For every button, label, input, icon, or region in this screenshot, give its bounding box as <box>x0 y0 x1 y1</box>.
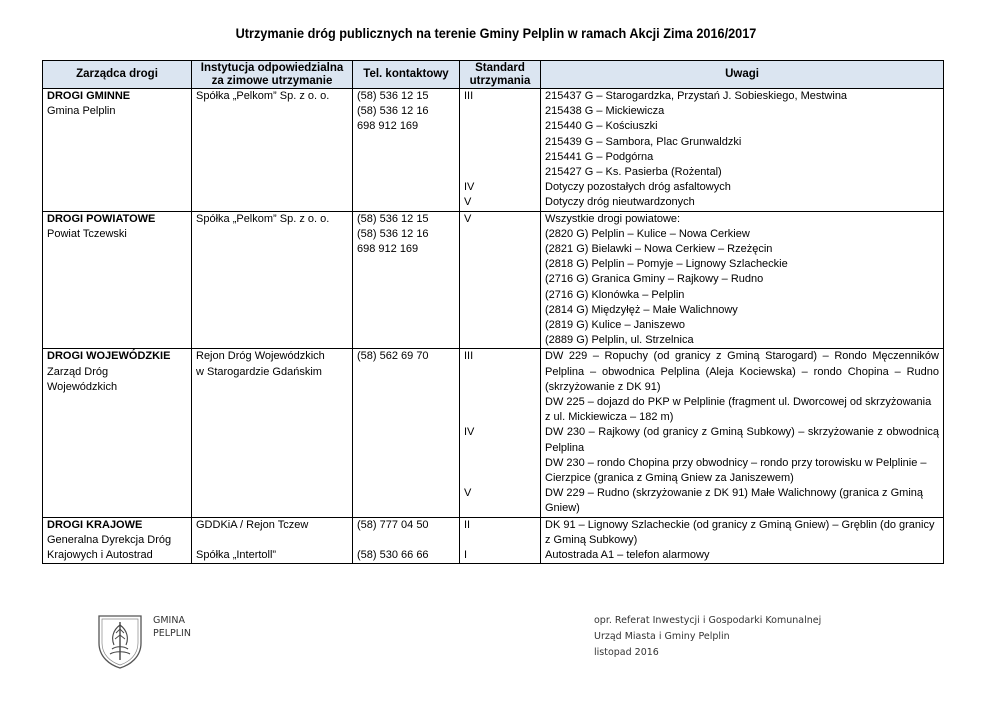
notes-cell <box>541 349 944 517</box>
notes-cell <box>541 517 944 564</box>
phone-cell <box>353 89 460 212</box>
standard-cell <box>460 211 541 349</box>
footer-author-block <box>594 613 821 661</box>
institution-text: w Starogardzie Gdańskim <box>196 365 322 378</box>
standard-cell <box>460 349 541 517</box>
manager-title: DROGI GMINNE <box>47 90 131 102</box>
note-line: (2716 G) Granica Gminy – Rajkowy – Rudno <box>545 273 764 286</box>
header-instytucja-line1: Instytucja odpowiedzialna <box>200 61 344 74</box>
coat-of-arms-icon <box>94 613 146 669</box>
phone-number: (58) 530 66 66 <box>357 549 429 562</box>
institution-text: Spółka „Pelkom” Sp. z o. o. <box>196 90 330 102</box>
phone-number: 698 912 169 <box>357 120 419 133</box>
notes-cell <box>541 211 944 349</box>
table-header-row <box>43 61 944 89</box>
table-row <box>43 349 944 517</box>
manager-cell <box>43 89 192 212</box>
note-line: Autostrada A1 – telefon alarmowy <box>545 549 710 562</box>
manager-cell <box>43 349 192 517</box>
phone-cell <box>353 349 460 517</box>
note-line: (2716 G) Klonówka – Pelplin <box>545 288 685 301</box>
standard-value: IV <box>464 181 475 194</box>
note-line: DW 229 – Rudno (skrzyżowanie z DK 91) Małe Walichnowy (granica z Gminą Gniew) <box>545 487 924 515</box>
note-line: 215441 G – Podgórna <box>545 150 654 163</box>
standard-value: V <box>464 196 472 209</box>
manager-line: Gmina Pelplin <box>47 105 116 118</box>
note-line: 215437 G – Starogardzka, Przystań J. Sobieskiego, Mestwina <box>545 90 848 102</box>
note-line: (2821 G) Bielawki – Nowa Cerkiew – Rzeżęcin <box>545 243 773 256</box>
phone-number: (58) 536 12 16 <box>357 227 429 240</box>
note-line: 215440 G – Kościuszki <box>545 120 658 133</box>
institution-text: GDDKiA / Rejon Tczew <box>196 518 309 531</box>
header-instytucja-line2: za zimowe utrzymanie <box>211 74 333 87</box>
standard-cell <box>460 517 541 564</box>
note-line: (2818 G) Pelplin – Pomyje – Lignowy Szlacheckie <box>545 258 788 271</box>
manager-line: Generalna Dyrekcja Dróg <box>47 533 172 546</box>
table-row <box>43 211 944 349</box>
institution-cell <box>192 349 353 517</box>
header-standard-line1: Standard <box>475 61 525 74</box>
note-line: 215427 G – Ks. Pasierba (Rożental) <box>545 166 722 179</box>
standard-value: II <box>464 518 471 531</box>
phone-number: (58) 536 12 15 <box>357 212 429 225</box>
standard-value: V <box>464 212 472 225</box>
note-line: (2819 G) Kulice – Janiszewo <box>545 319 686 332</box>
note-line: DW 230 – rondo Chopina przy obwodnicy – rondo przy torowisku w Pelplinie – Cierzpice (granica z Gminą Gniew za Janiszewem) <box>545 456 927 485</box>
institution-cell <box>192 517 353 564</box>
crest-label <box>153 614 191 640</box>
manager-title: DROGI KRAJOWE <box>47 518 143 531</box>
table-row <box>43 517 944 564</box>
header-tel: Tel. kontaktowy <box>353 61 460 89</box>
notes-cell <box>541 89 944 212</box>
note-line: 215439 G – Sambora, Plac Grunwaldzki <box>545 135 742 148</box>
note-line: DW 230 – Rajkowy (od granicy z Gminą Subkowy) – skrzyżowanie z obwodnicą Pelplina <box>545 426 939 454</box>
note-line: (2820 G) Pelplin – Kulice – Nowa Cerkiew <box>545 227 750 240</box>
note-line: Wszystkie drogi powiatowe: <box>545 212 681 225</box>
phone-number: (58) 536 12 15 <box>357 90 429 102</box>
phone-number: (58) 536 12 16 <box>357 105 429 118</box>
note-line: (2889 G) Pelplin, ul. Strzelnica <box>545 334 694 347</box>
institution-cell <box>192 211 353 349</box>
note-line: DW 229 – Ropuchy (od granicy z Gminą Starogard) – Rondo Męczenników Pelplina – obwodnica Pelplina (Aleja Kociewska) – rondo Chopina – Rudno (skrzyżowanie z DK 91) <box>545 350 939 393</box>
institution-text: Rejon Dróg Wojewódzkich <box>196 350 325 363</box>
note-line: DK 91 – Lignowy Szlacheckie (od granicy z Gminą Gniew) – Gręblin (do granicy z Gminą Subkowy) <box>545 518 935 546</box>
manager-line: Powiat Tczewski <box>47 227 127 240</box>
manager-line: Krajowych i Autostrad <box>47 549 153 562</box>
footer-line: Urząd Miasta i Gminy Pelplin <box>594 631 730 642</box>
roads-table <box>42 60 944 564</box>
phone-number: 698 912 169 <box>357 243 419 256</box>
phone-cell <box>353 211 460 349</box>
standard-value: I <box>464 549 468 562</box>
standard-value: V <box>464 487 472 500</box>
institution-text: Spółka „Intertoll” <box>196 549 277 562</box>
footer-line: opr. Referat Inwestycji i Gospodarki Komunalnej <box>594 615 822 626</box>
crest-label-line1: GMINA <box>153 615 185 626</box>
header-uwagi: Uwagi <box>541 61 944 89</box>
note-line: 215438 G – Mickiewicza <box>545 105 665 118</box>
manager-line: Zarząd Dróg <box>47 365 109 378</box>
institution-cell <box>192 89 353 212</box>
manager-line: Wojewódzkich <box>47 380 118 393</box>
header-standard <box>460 61 541 89</box>
footer-line: listopad 2016 <box>594 647 659 658</box>
page-title: Utrzymanie dróg publicznych na terenie Gminy Pelplin w ramach Akcji Zima 2016/2017 <box>235 26 757 41</box>
table-row <box>43 89 944 212</box>
header-instytucja <box>192 61 353 89</box>
standard-value: IV <box>464 426 475 439</box>
note-line: (2814 G) Międzyłęż – Małe Walichnowy <box>545 303 738 316</box>
manager-title: DROGI WOJEWÓDZKIE <box>47 350 171 363</box>
manager-cell <box>43 517 192 564</box>
institution-text: Spółka „Pelkom” Sp. z o. o. <box>196 212 330 225</box>
header-standard-line2: utrzymania <box>469 74 531 87</box>
standard-value: III <box>464 350 474 363</box>
phone-number: (58) 777 04 50 <box>357 518 429 531</box>
standard-value: III <box>464 90 474 102</box>
manager-title: DROGI POWIATOWE <box>47 212 156 225</box>
note-line: DW 225 – dojazd do PKP w Pelplinie (fragment ul. Dworcowej od skrzyżowania z ul. Mickiewicza – 182 m) <box>545 396 932 424</box>
crest-label-line2: PELPLIN <box>153 628 191 639</box>
phone-cell <box>353 517 460 564</box>
standard-cell <box>460 89 541 212</box>
note-line: Dotyczy pozostałych dróg asfaltowych <box>545 181 731 194</box>
manager-cell <box>43 211 192 349</box>
note-line: Dotyczy dróg nieutwardzonych <box>545 196 695 209</box>
header-zarzadca: Zarządca drogi <box>43 61 192 89</box>
phone-number: (58) 562 69 70 <box>357 350 429 363</box>
